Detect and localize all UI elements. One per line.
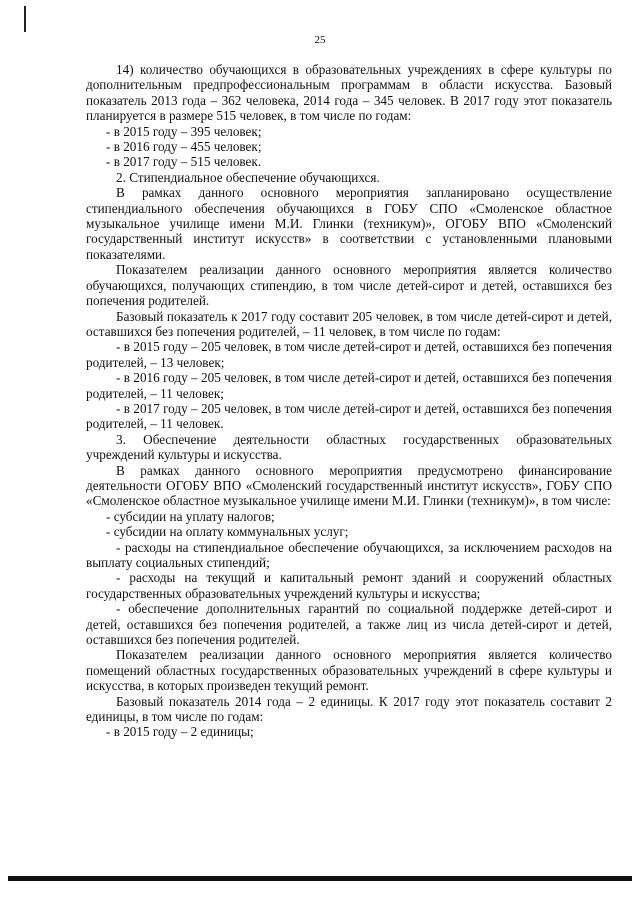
paragraph: В рамках данного основного мероприятия предусмотрено финансирование деятельности ОГОБУ ВПО «Смоленский государственный институт искусств», ГОБУ СПО «Смоленское областное музыкальное училище имени М.И. Глинки (техникум)», в том числе: <box>86 462 612 509</box>
document-body <box>86 62 612 740</box>
scan-edge-mark <box>24 6 26 32</box>
list-item: - обеспечение дополнительных гарантий по социальной поддержке детей-сирот и детей, оставшихся без попечения родителей, а также лиц из числа детей-сирот и детей, оставшихся без попечения родителей. <box>86 601 612 648</box>
list-item: - субсидии на уплату налогов; <box>106 508 275 524</box>
list-item: - в 2016 году – 455 человек; <box>106 139 262 155</box>
list-item: - в 2015 году – 2 единицы; <box>106 724 254 740</box>
list-item: - субсидии на оплату коммунальных услуг; <box>106 524 349 540</box>
list-item: - в 2015 году – 395 человек; <box>106 123 262 139</box>
paragraph: 3. Обеспечение деятельности областных государственных образовательных учреждений культуры и искусства. <box>86 431 612 463</box>
paragraph: Базовый показатель 2014 года – 2 единицы. К 2017 году этот показатель составит 2 единицы, в том числе по годам: <box>86 693 612 725</box>
list-item: - расходы на стипендиальное обеспечение обучающихся, за исключением расходов на выплату социальных стипендий; <box>86 539 612 570</box>
page-bottom-bar <box>8 876 632 881</box>
list-item: - в 2017 году – 205 человек, в том числе детей-сирот и детей, оставшихся без попечения родителей, – 11 человек. <box>86 400 612 432</box>
list-item: - в 2017 году – 515 человек. <box>106 154 262 170</box>
list-item: - в 2015 году – 205 человек, в том числе детей-сирот и детей, оставшихся без попечения родителей, – 13 человек; <box>86 339 612 370</box>
list-item: - в 2016 году – 205 человек, в том числе детей-сирот и детей, оставшихся без попечения родителей, – 11 человек; <box>86 370 612 401</box>
page-number: 25 <box>314 34 326 46</box>
paragraph: Показателем реализации данного основного мероприятия является количество обучающихся, получающих стипендию, в том числе детей-сирот и детей, оставшихся без попечения родителей. <box>86 262 612 309</box>
paragraph: В рамках данного основного мероприятия запланировано осуществление стипендиального обеспечения обучающихся в ГОБУ СПО «Смоленское областное музыкальное училище имени М.И. Глинки (техникум)», ОГОБУ ВПО «Смоленский государственный институт искусств» в соответствии с установленными плановыми показателями. <box>86 185 612 262</box>
paragraph: Базовый показатель к 2017 году составит 205 человек, в том числе детей-сирот и детей, оставшихся без попечения родителей, – 11 человек, в том числе по годам: <box>86 308 612 339</box>
paragraph: 14) количество обучающихся в образовательных учреждениях в сфере культуры по дополнительным предпрофессиональным программам в области искусства. Базовый показатель 2013 года – 362 человека, 2014 года – 345 человек. В 2017 году этот показатель планируется в размере 515 человек, в том числе по годам: <box>86 62 612 124</box>
paragraph: Показателем реализации данного основного мероприятия является количество помещений областных государственных образовательных учреждений в сфере культуры и искусства, в которых произведен текущий ремонт. <box>86 647 612 694</box>
paragraph: 2. Стипендиальное обеспечение обучающихся. <box>116 169 380 185</box>
list-item: - расходы на текущий и капитальный ремонт зданий и сооружений областных государственных образовательных учреждений культуры и искусства; <box>86 570 612 601</box>
